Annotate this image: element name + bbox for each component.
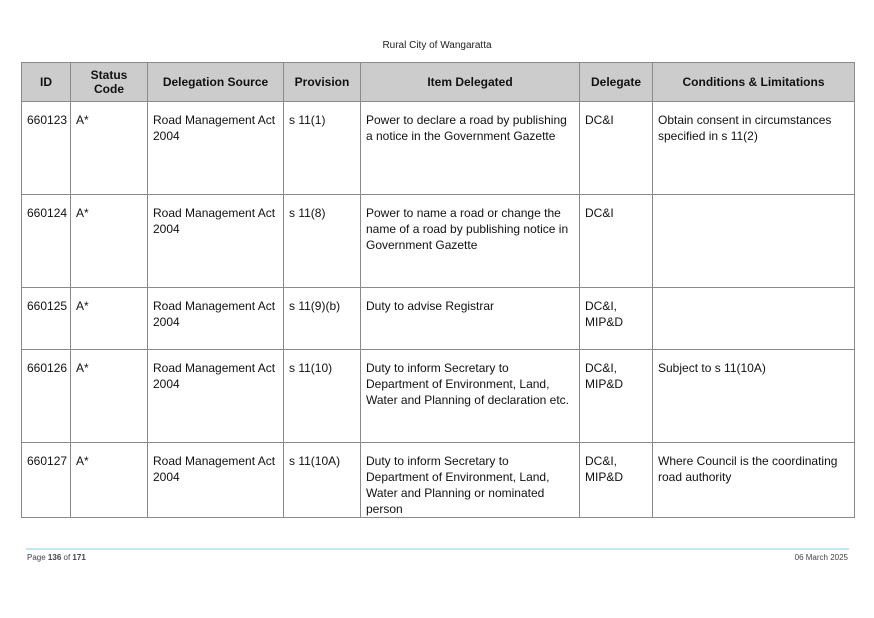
cell-provision: s 11(1) (284, 102, 361, 195)
cell-status-code: A* (71, 102, 148, 195)
cell-delegate: DC&I, MIP&D (580, 288, 653, 350)
table-row (22, 350, 855, 443)
table-row (22, 102, 855, 195)
table-row (22, 288, 855, 350)
page-label: Page (27, 553, 46, 562)
cell-item-delegated: Duty to advise Registrar (361, 288, 580, 350)
cell-provision: s 11(10) (284, 350, 361, 443)
cell-delegate: DC&I (580, 195, 653, 288)
cell-delegation-source: Road Management Act 2004 (148, 350, 284, 443)
page-number (27, 553, 86, 562)
cell-status-code: A* (71, 195, 148, 288)
cell-conditions (653, 288, 855, 350)
cell-item-delegated: Duty to inform Secretary to Department of Environment, Land, Water and Planning or nominated person (361, 443, 580, 518)
cell-conditions (653, 195, 855, 288)
column-header-status-code: Status Code (71, 63, 148, 102)
cell-status-code: A* (71, 288, 148, 350)
cell-status-code: A* (71, 350, 148, 443)
delegations-table (21, 62, 855, 518)
cell-item-delegated: Power to declare a road by publishing a notice in the Government Gazette (361, 102, 580, 195)
column-header-conditions: Conditions & Limitations (653, 63, 855, 102)
cell-conditions: Where Council is the coordinating road authority (653, 443, 855, 518)
cell-id: 660126 (22, 350, 71, 443)
cell-item-delegated: Duty to inform Secretary to Department of Environment, Land, Water and Planning of declaration etc. (361, 350, 580, 443)
cell-id: 660127 (22, 443, 71, 518)
footer-divider (26, 548, 849, 550)
cell-conditions: Obtain consent in circumstances specified in s 11(2) (653, 102, 855, 195)
cell-delegate: DC&I (580, 102, 653, 195)
cell-delegate: DC&I, MIP&D (580, 443, 653, 518)
page-current: 136 (47, 553, 62, 562)
column-header-provision: Provision (284, 63, 361, 102)
table-header-row (22, 63, 855, 102)
page-header: Rural City of Wangaratta (382, 40, 492, 51)
footer-date: 06 March 2025 (794, 553, 848, 562)
page-total: 171 (72, 553, 86, 562)
cell-id: 660125 (22, 288, 71, 350)
column-header-delegation-source: Delegation Source (148, 63, 284, 102)
cell-id: 660124 (22, 195, 71, 288)
column-header-delegate: Delegate (580, 63, 653, 102)
cell-delegate: DC&I, MIP&D (580, 350, 653, 443)
table-row (22, 195, 855, 288)
cell-delegation-source: Road Management Act 2004 (148, 443, 284, 518)
cell-delegation-source: Road Management Act 2004 (148, 288, 284, 350)
cell-conditions: Subject to s 11(10A) (653, 350, 855, 443)
cell-delegation-source: Road Management Act 2004 (148, 102, 284, 195)
cell-provision: s 11(9)(b) (284, 288, 361, 350)
cell-item-delegated: Power to name a road or change the name of a road by publishing notice in Government Gazette (361, 195, 580, 288)
cell-provision: s 11(8) (284, 195, 361, 288)
table-row (22, 443, 855, 518)
column-header-id: ID (22, 63, 71, 102)
cell-provision: s 11(10A) (284, 443, 361, 518)
cell-delegation-source: Road Management Act 2004 (148, 195, 284, 288)
cell-status-code: A* (71, 443, 148, 518)
column-header-item-delegated: Item Delegated (361, 63, 580, 102)
cell-id: 660123 (22, 102, 71, 195)
page-of: of (63, 553, 71, 562)
